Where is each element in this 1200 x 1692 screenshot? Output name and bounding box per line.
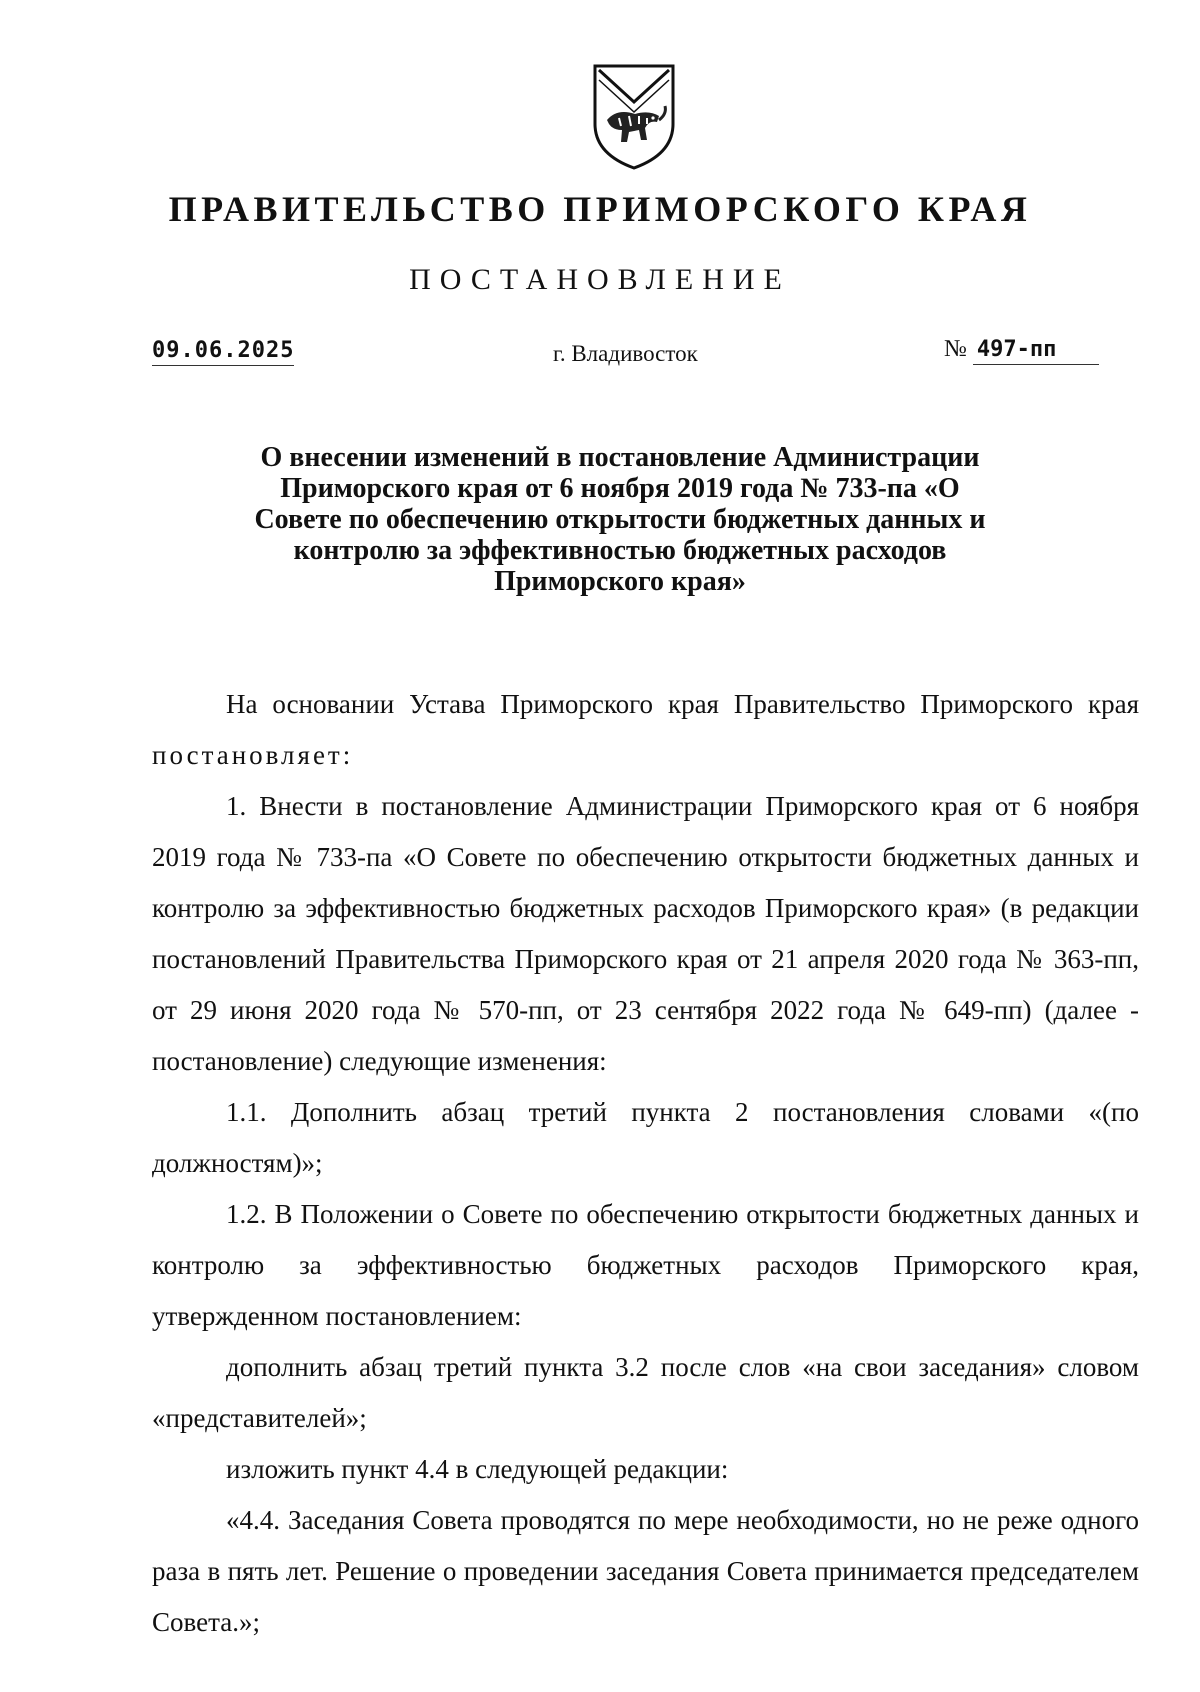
preamble-resolves: постановляет: xyxy=(152,740,354,770)
paragraph-amend-3-2: дополнить абзац третий пункта 3.2 после слов «на свои заседания» словом «представителей»; xyxy=(152,1352,1139,1433)
paragraph-item-1-2: 1.2. В Положении о Совете по обеспечению открытости бюджетных данных и контролю за эффективностью бюджетных расходов Приморского края, утвержденном постановлением: xyxy=(152,1199,1139,1331)
number-prefix: № xyxy=(944,336,967,362)
paragraph-preamble xyxy=(152,679,1139,781)
paragraph-item-1: 1. Внести в постановление Администрации Приморского края от 6 ноября 2019 года № 733-па «О Совете по обеспечению открытости бюджетных данных и контролю за эффективностью бюджетных расходов Приморского края» (в редакции постановлений Правительства Приморского края от 21 апреля 2020 года № 363-пп, от 29 июня 2020 года № 570-пп, от 23 сентября 2022 года № 649-пп) (далее - постановление) следующие изменения: xyxy=(152,791,1139,1076)
paragraph-amend-4-4-text: «4.4. Заседания Совета проводятся по мере необходимости, но не реже одного раза в пять лет. Решение о проведении заседания Совета принимается председателем Совета.»; xyxy=(152,1505,1139,1637)
document-body xyxy=(152,679,1139,1648)
document-date: 09.06.2025 xyxy=(152,338,294,366)
organization-title: ПРАВИТЕЛЬСТВО ПРИМОРСКОГО КРАЯ xyxy=(168,189,1032,229)
coat-of-arms-icon xyxy=(589,58,679,172)
paragraph-item-1-1: 1.1. Дополнить абзац третий пункта 2 постановления словами «(по должностям)»; xyxy=(152,1097,1139,1178)
document-heading: О внесении изменений в постановление Администрации Приморского края от 6 ноября 2019 года № 733-па «О Совете по обеспечению открытости бюджетных данных и контролю за эффективностью бюджетных расходов Приморского края» xyxy=(254,442,986,597)
number-value: 497-пп xyxy=(973,337,1099,365)
document-number xyxy=(944,336,1099,365)
preamble-text: На основании Устава Приморского края Правительство Приморского края xyxy=(226,689,1139,719)
paragraph-amend-4-4-intro: изложить пункт 4.4 в следующей редакции: xyxy=(226,1454,729,1484)
document-type: ПОСТАНОВЛЕНИЕ xyxy=(409,263,791,296)
document-city: г. Владивосток xyxy=(553,341,698,366)
